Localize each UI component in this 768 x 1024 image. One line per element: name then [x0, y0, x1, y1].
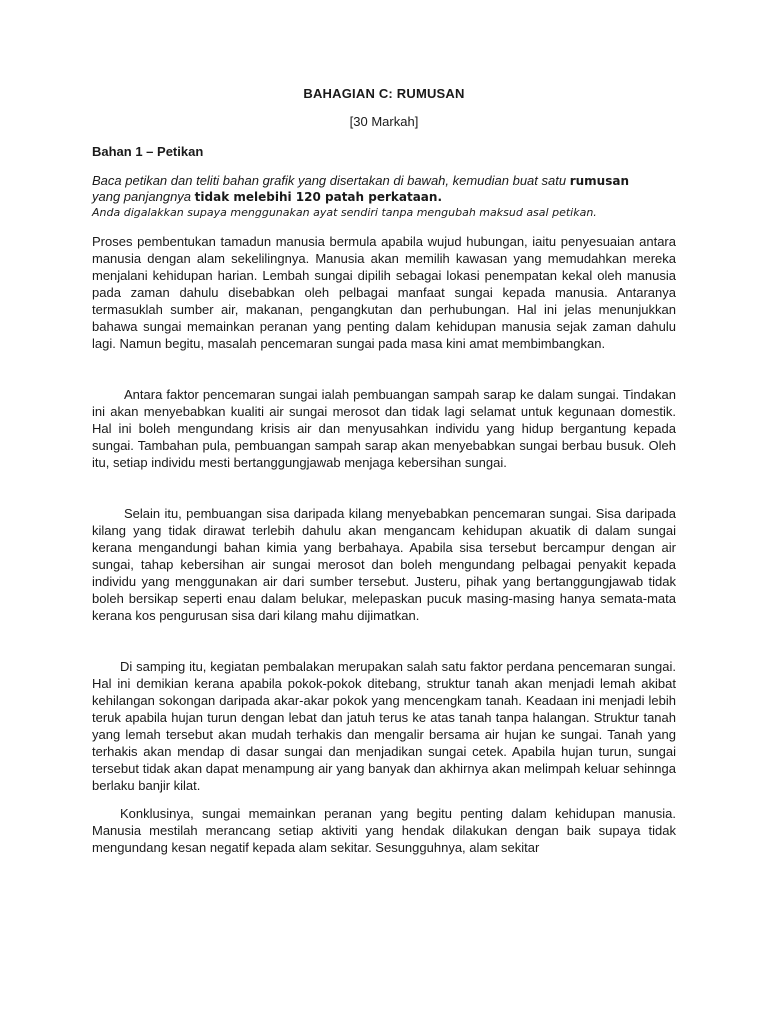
marks-label: [30 Markah]: [349, 114, 419, 129]
instruction-note: Anda digalakkan supaya menggunakan ayat sendiri tanpa mengubah maksud asal petikan.: [92, 206, 597, 219]
paragraph-4: Di samping itu, kegiatan pembalakan merupakan salah satu faktor perdana pencemaran sungai. Hal ini demikian kerana apabila pokok-pokok ditebang, struktur tanah akan menjadi lemah akibat kehilangan sokongan daripada akar-akar pokok yang mencengkam tanah. Keadaan ini menjadi lebih teruk apabila hujan turun dengan lebat dan jatuh terus ke atas tanah tanpa halangan. Struktur tanah yang lemah tersebut akan mudah terhakis dan mengalir bersama air hujan ke sungai. Tanah yang terhakis akan mendap di dasar sungai dan menjadikan sungai cetek. Apabila hujan turun, sungai tersebut tidak akan dapat menampung air yang banyak dan akhirnya akan melimpah keluar sehinnga berlaku banjir kilat.: [92, 659, 676, 793]
instruction-text-2: yang panjangnya: [92, 189, 195, 204]
word-limit: tidak melebihi 120 patah perkataan.: [194, 190, 443, 204]
instruction-keyword: rumusan: [569, 174, 629, 188]
paragraph-1: Proses pembentukan tamadun manusia bermula apabila wujud hubungan, iaitu penyesuaian antara manusia dengan alam sekelilingnya. Manusia akan memilih kawasan yang memudahkan mereka menjalani kehidupan harian. Lembah sungai dipilih sebagai lokasi penempatan kekal oleh manusia pada zaman dahulu disebabkan oleh pelbagai manfaat sungai kepada manusia. Antaranya termasuklah sumber air, makanan, pengangkutan dan perhubungan. Hal ini jelas menunjukkan bahawa sungai memainkan peranan yang penting dalam kehidupan manusia sejak zaman dahulu lagi. Namun begitu, masalah pencemaran sungai pada masa kini amat membimbangkan.: [92, 234, 676, 351]
section-title: BAHAGIAN C: RUMUSAN: [303, 86, 465, 101]
instructions: [92, 173, 676, 205]
material-heading: Bahan 1 – Petikan: [92, 144, 204, 159]
paragraph-2: Antara faktor pencemaran sungai ialah pembuangan sampah sarap ke dalam sungai. Tindakan ini akan menyebabkan kualiti air sungai merosot dan tidak lagi selamat untuk kegunaan domestik. Hal ini boleh mengundang krisis air dan menyusahkan individu yang hidup bergantung kepada sungai. Tambahan pula, pembuangan sampah sarap akan menyebabkan sungai berbau busuk. Oleh itu, setiap individu mesti bertanggungjawab menjaga kebersihan sungai.: [92, 387, 676, 470]
instruction-text: Baca petikan dan teliti bahan grafik yang disertakan di bawah, kemudian buat satu: [92, 173, 570, 188]
paragraph-5: Konklusinya, sungai memainkan peranan yang begitu penting dalam kehidupan manusia. Manusia mestilah merancang setiap aktiviti yang hendak dilakukan dengan baik supaya tidak mengundang kesan negatif kepada alam sekitar. Sesungguhnya, alam sekitar: [92, 806, 676, 855]
paragraph-3: Selain itu, pembuangan sisa daripada kilang menyebabkan pencemaran sungai. Sisa daripada kilang yang tidak dirawat terlebih dahulu akan mengancam kehidupan akuatik di dalam sungai kerana mengandungi bahan kimia yang berbahaya. Apabila sisa tersebut bercampur dengan air sungai, tahap kebersihan air sungai merosot dan boleh mengundang pelbagai penyakit kepada individu yang menggunakan air dari sumber tersebut. Justeru, pihak yang bertanggungjawab tidak boleh bersikap seperti enau dalam belukar, melepaskan pucuk masing-masing hanya semata-mata kerana kos pengurusan sisa dari kilang mahu dijimatkan.: [92, 506, 676, 623]
